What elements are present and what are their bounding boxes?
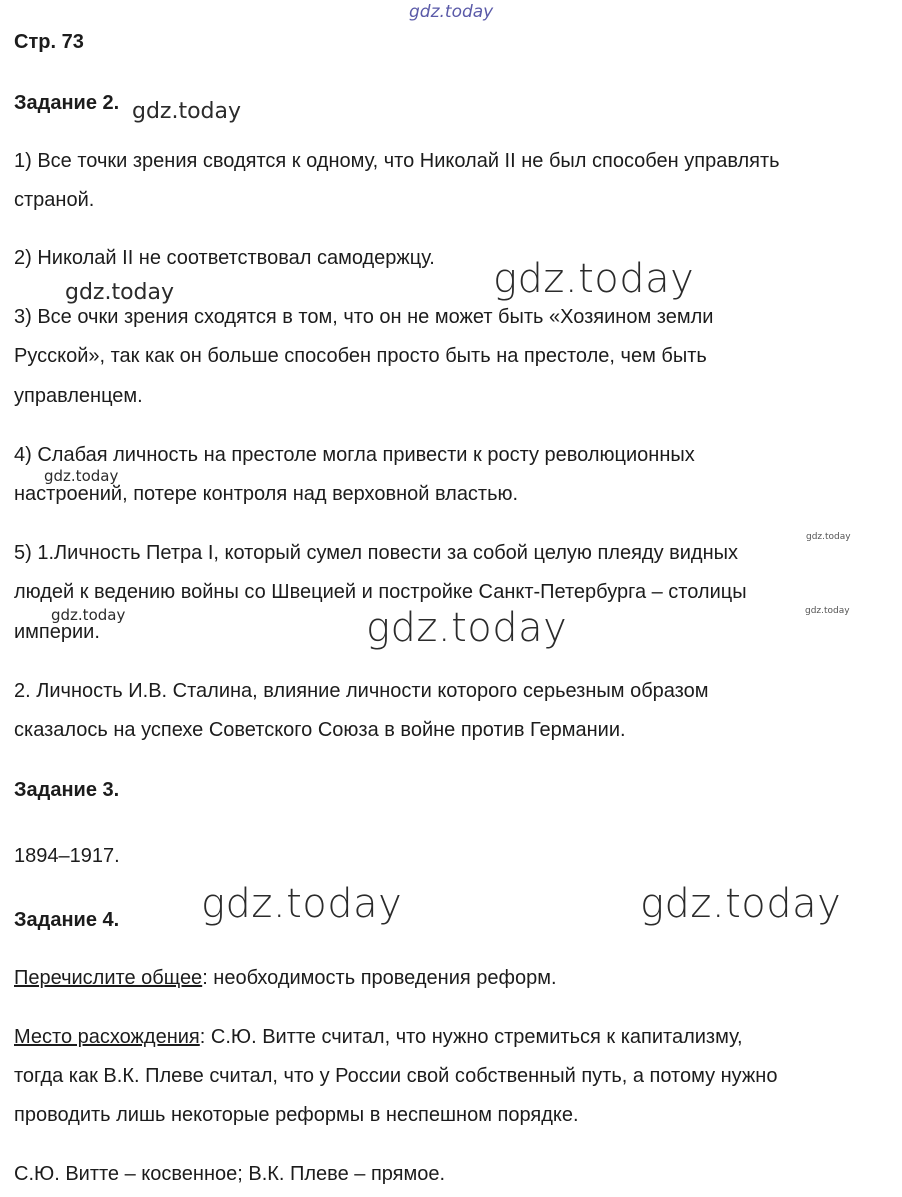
watermark: gdz.today xyxy=(201,881,403,927)
watermark: gdz.today xyxy=(366,605,568,651)
watermark: gdz.today xyxy=(44,467,119,485)
answer-line: людей к ведению войны со Швецией и постройке Санкт-Петербурга – столицы xyxy=(14,581,747,603)
answer-line: сказалось на успехе Советского Союза в войне против Германии. xyxy=(14,719,626,741)
watermark: gdz.today xyxy=(132,99,242,124)
answer-line: тогда как В.К. Плеве считал, что у России свой собственный путь, а потому нужно xyxy=(14,1065,778,1087)
common-text: : необходимость проведения реформ. xyxy=(202,967,557,989)
answer-line: проводить лишь некоторые реформы в неспешном порядке. xyxy=(14,1104,579,1126)
watermark: gdz.today xyxy=(640,881,842,927)
task4-heading: Задание 4. xyxy=(14,909,120,931)
task4-difference xyxy=(14,1017,743,1057)
difference-text: : С.Ю. Витте считал, что нужно стремиться к капитализму, xyxy=(199,1026,743,1048)
watermark: gdz.today xyxy=(493,256,695,302)
watermark: gdz.today xyxy=(65,280,175,305)
task2-heading: Задание 2. xyxy=(14,92,120,114)
page-number: Стр. 73 xyxy=(14,31,84,53)
watermark: gdz.today xyxy=(806,532,851,542)
watermark: gdz.today xyxy=(51,606,126,624)
answer-line: управленцем. xyxy=(14,385,143,407)
difference-label: Место расхождения xyxy=(14,1026,200,1048)
task4-final: С.Ю. Витте – косвенное; В.К. Плеве – прямое. xyxy=(14,1163,446,1185)
answer-line: 5) 1.Личность Петра I, который сумел повести за собой целую плеяду видных xyxy=(14,542,739,564)
answer-line: настроений, потере контроля над верховной властью. xyxy=(14,483,519,505)
watermark: gdz.today xyxy=(805,606,850,616)
task3-answer: 1894–1917. xyxy=(14,845,120,867)
common-label: Перечислите общее xyxy=(14,967,203,989)
answer-line: страной. xyxy=(14,189,95,211)
task3-heading: Задание 3. xyxy=(14,779,120,801)
answer-line: 1) Все точки зрения сводятся к одному, что Николай II не был способен управлять xyxy=(14,150,780,172)
answer-line: 2. Личность И.В. Сталина, влияние личности которого серьезным образом xyxy=(14,680,709,702)
answer-line: Русской», так как он больше способен просто быть на престоле, чем быть xyxy=(14,345,707,367)
answer-line: 3) Все очки зрения сходятся в том, что он не может быть «Хозяином земли xyxy=(14,306,714,328)
watermark: gdz.today xyxy=(409,2,494,22)
answer-line: 2) Николай II не соответствовал самодержцу. xyxy=(14,247,435,269)
task4-common xyxy=(14,958,557,998)
answer-line: империи. xyxy=(14,621,100,643)
answer-line: 4) Слабая личность на престоле могла привести к росту революционных xyxy=(14,444,695,466)
